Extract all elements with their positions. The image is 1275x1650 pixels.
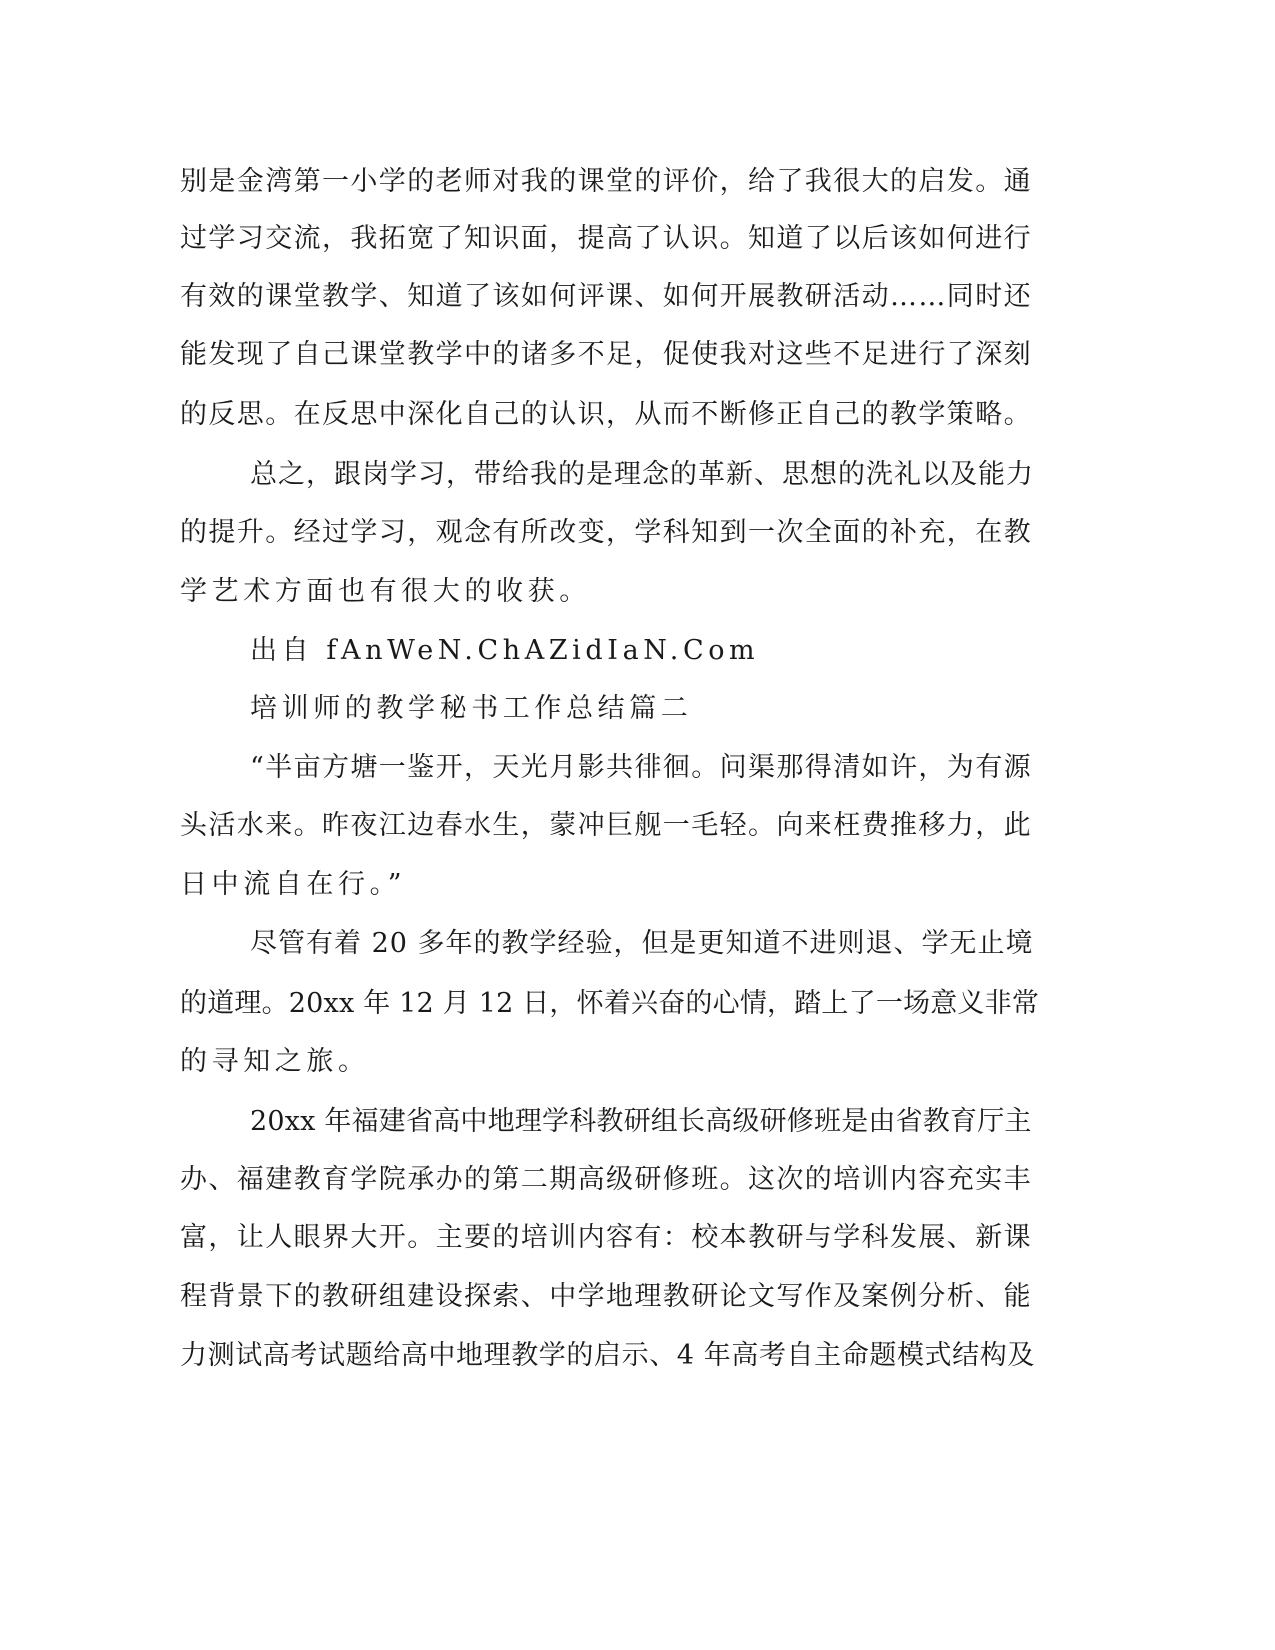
section-title: 培训师的教学秘书工作总结篇二 xyxy=(250,693,693,724)
source-line: 出自 fAnWeN.ChAZidIaN.Com xyxy=(250,635,760,666)
text-line: 办、福建教育学院承办的第二期高级研修班。这次的培训内容充实丰 xyxy=(180,1164,1032,1195)
text-line: 有效的课堂教学、知道了该如何评课、如何开展教研活动……同时还 xyxy=(180,281,1032,312)
text-line: 力测试高考试题给高中地理教学的启示、4 年高考自主命题模式结构及 xyxy=(180,1340,1035,1371)
paragraph-first-line: 总之，跟岗学习，带给我的是理念的革新、思想的洗礼以及能力 xyxy=(250,459,1034,490)
text-line: 程背景下的教研组建设探索、中学地理教研论文写作及案例分析、能 xyxy=(180,1281,1032,1312)
text-line: 学艺术方面也有很大的收获。 xyxy=(180,576,591,607)
poem-line: “半亩方塘一鉴开，天光月影共徘徊。问渠那得清如许，为有源 xyxy=(250,752,1033,783)
text-line: 富，让人眼界大开。主要的培训内容有：校本教研与学科发展、新课 xyxy=(180,1222,1032,1253)
poem-line: 头活水来。昨夜江边春水生，蒙冲巨舰一毛轻。向来枉费推移力，此 xyxy=(180,810,1032,841)
text-line: 别是金湾第一小学的老师对我的课堂的评价，给了我很大的启发。通 xyxy=(180,166,1032,197)
paragraph-first-line: 尽管有着 20 多年的教学经验，但是更知道不进则退、学无止境 xyxy=(250,928,1034,959)
paragraph-first-line: 20xx 年福建省高中地理学科教研组长高级研修班是由省教育厅主 xyxy=(250,1106,1032,1137)
poem-line: 日中流自在行。” xyxy=(180,869,407,900)
text-line: 能发现了自己课堂教学中的诸多不足，促使我对这些不足进行了深刻 xyxy=(180,339,1032,370)
text-line: 的道理。20xx 年 12 月 12 日，怀着兴奋的心情，踏上了一场意义非常 xyxy=(180,988,1040,1019)
text-line: 的反思。在反思中深化自己的认识，从而不断修正自己的教学策略。 xyxy=(180,399,1032,430)
text-line: 的提升。经过学习，观念有所改变，学科知到一次全面的补充，在教 xyxy=(180,517,1032,548)
text-line: 过学习交流，我拓宽了知识面，提高了认识。知道了以后该如何进行 xyxy=(180,223,1032,254)
text-line: 的寻知之旅。 xyxy=(180,1046,370,1077)
